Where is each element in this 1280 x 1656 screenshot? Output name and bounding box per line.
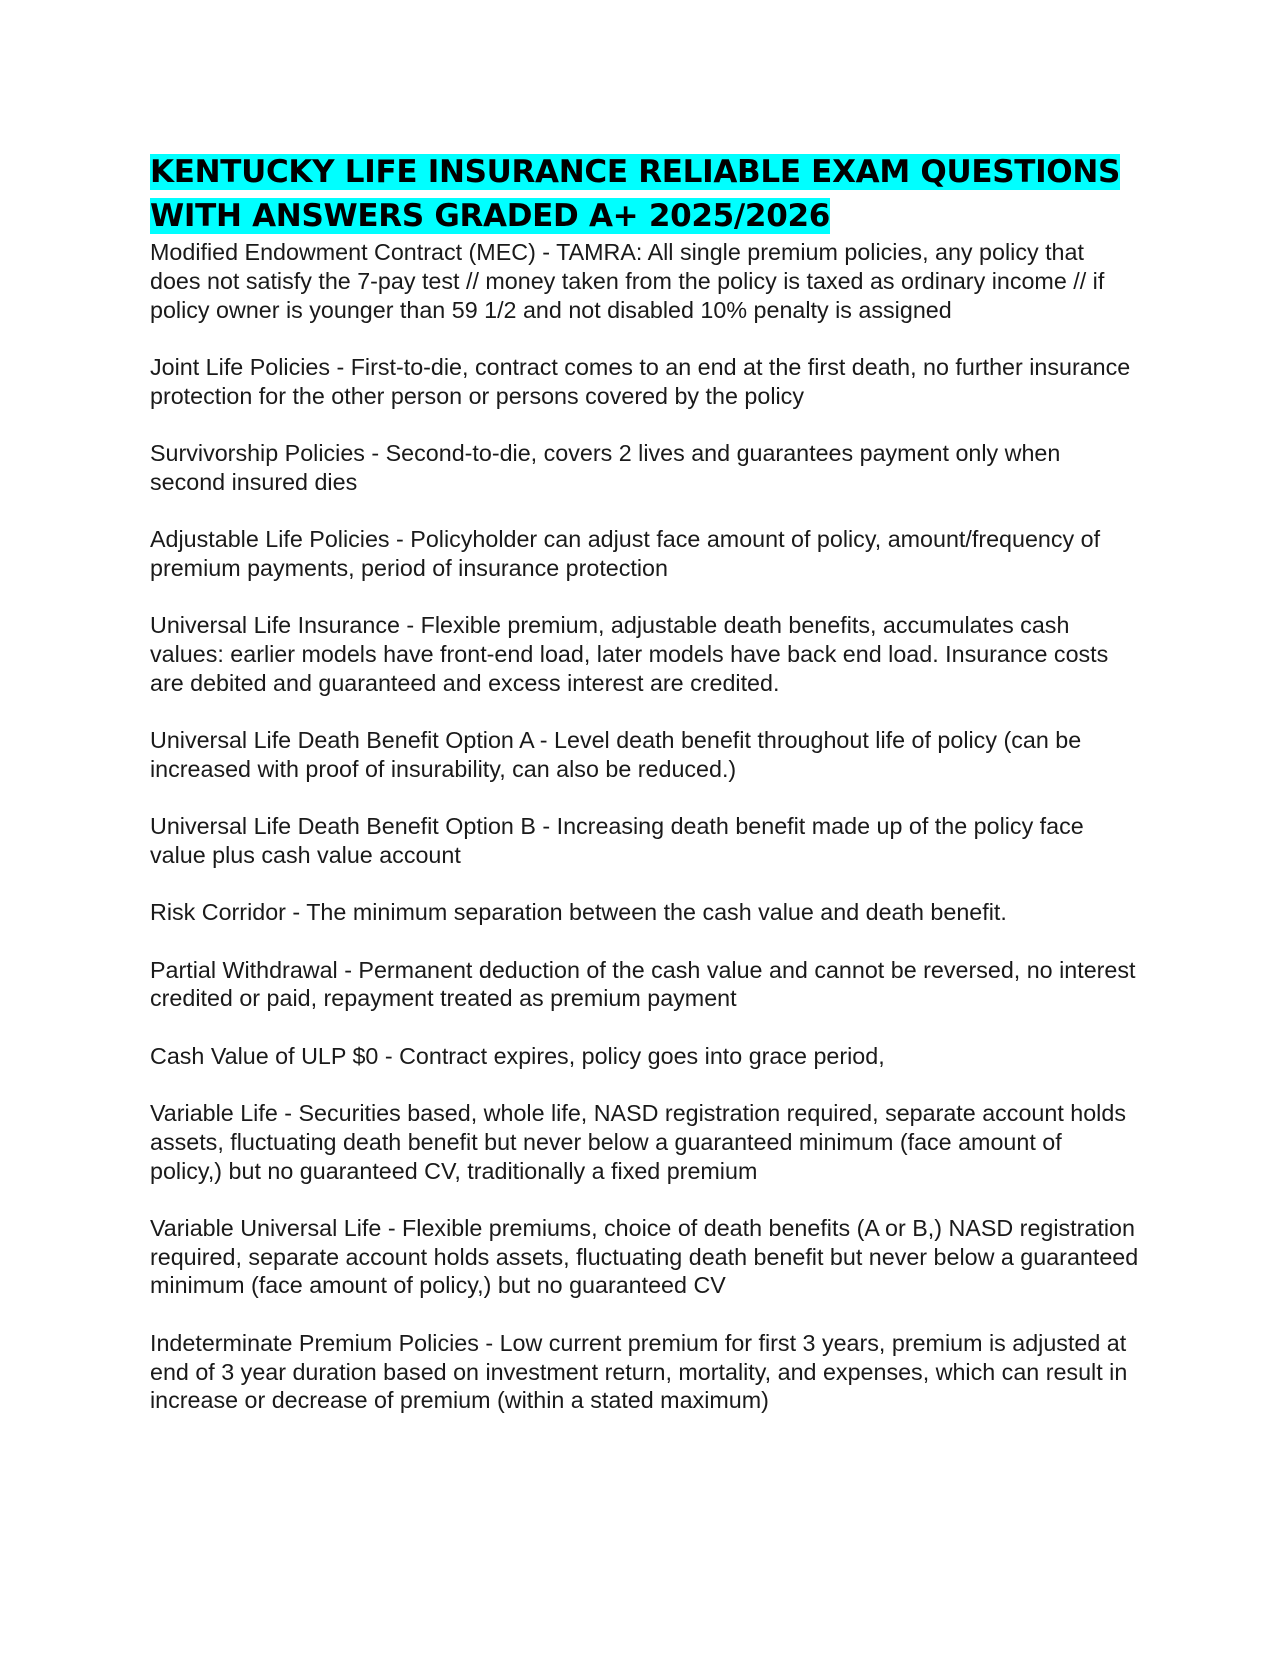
entry-universal-life: Universal Life Insurance - Flexible premium, adjustable death benefits, accumulates cash values: earlier models have front-end load, later models have back end load. Insurance costs are debited and guaranteed and excess interest are credited. xyxy=(150,612,1109,696)
entry-cash-value-ulp: Cash Value of ULP $0 - Contract expires, policy goes into grace period, xyxy=(150,1042,885,1069)
entry-partial-withdrawal: Partial Withdrawal - Permanent deduction of the cash value and cannot be reversed, no interest credited or paid, repayment treated as premium payment xyxy=(150,956,1136,1012)
entry-variable-universal-life: Variable Universal Life - Flexible premiums, choice of death benefits (A or B,) NASD registration required, separate account holds assets, fluctuating death benefit but never below a guaranteed minimum (face amount of policy,) but no guaranteed CV xyxy=(150,1214,1139,1299)
entry-survivorship: Survivorship Policies - Second-to-die, covers 2 lives and guarantees payment only when second insured dies xyxy=(150,439,1061,495)
entry-indeterminate-premium: Indeterminate Premium Policies - Low current premium for first 3 years, premium is adjusted at end of 3 year duration based on investment return, mortality, and expenses, which can result in increase or decrease of premium (within a stated maximum) xyxy=(150,1329,1128,1414)
document-title-text: KENTUCKY LIFE INSURANCE RELIABLE EXAM QUESTIONS WITH ANSWERS GRADED A+ 2025/2026 xyxy=(150,154,1121,234)
entry-variable-life: Variable Life - Securities based, whole life, NASD registration required, separate account holds assets, fluctuating death benefit but never below a guaranteed minimum (face amount of policy,) but no guaranteed CV, traditionally a fixed premium xyxy=(150,1099,1126,1184)
entry-ul-option-b: Universal Life Death Benefit Option B - Increasing death benefit made up of the policy face value plus cash value account xyxy=(150,813,1084,868)
entry-joint-life: Joint Life Policies - First-to-die, contract comes to an end at the first death, no further insurance protection for the other person or persons covered by the policy xyxy=(150,353,1131,409)
document-title xyxy=(150,150,1140,238)
entry-mec: Modified Endowment Contract (MEC) - TAMRA: All single premium policies, any policy that does not satisfy the 7-pay test // money taken from the policy is taxed as ordinary income // if policy owner is younger than 59 1/2 and not disabled 10% penalty is assigned xyxy=(150,239,1105,323)
entry-adjustable-life: Adjustable Life Policies - Policyholder can adjust face amount of policy, amount/frequency of premium payments, period of insurance protection xyxy=(150,526,1101,581)
entry-risk-corridor: Risk Corridor - The minimum separation between the cash value and death benefit. xyxy=(150,899,1007,926)
document-page xyxy=(150,150,1140,1444)
entry-list xyxy=(150,238,1140,1415)
entry-ul-option-a: Universal Life Death Benefit Option A - Level death benefit throughout life of policy (can be increased with proof of insurability, can also be reduced.) xyxy=(150,727,1082,782)
